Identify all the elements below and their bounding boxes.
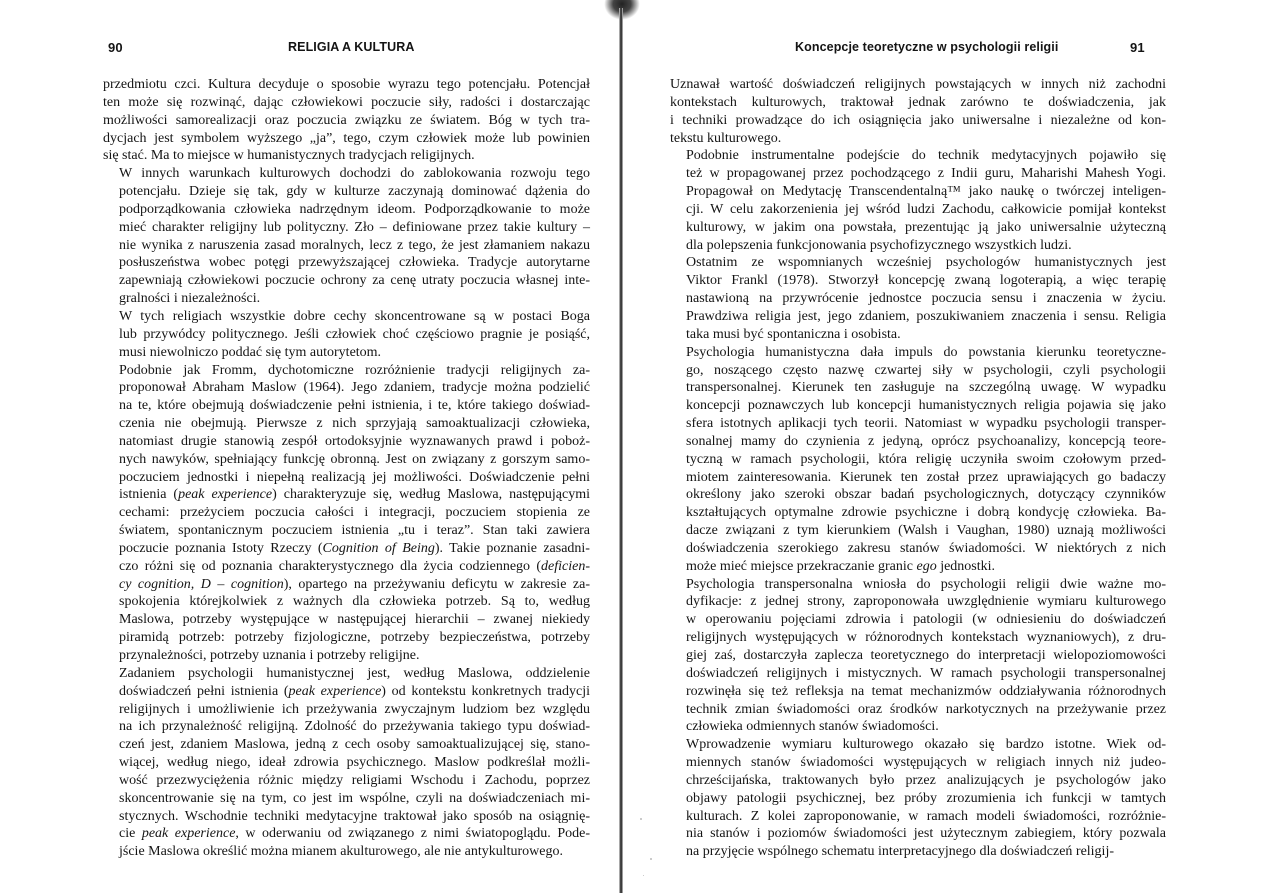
paragraph xyxy=(670,147,1166,254)
text-line: dla polepszenia funkcjonowania psychofizycznego wszystkich ludzi. xyxy=(686,237,1072,253)
text-line: Propagował on Medytację Transcendentalną™ jako naukę o twórczej inteligen- xyxy=(686,184,1166,200)
text-line: dycjach jest symbolem wyższego „ja”, tego, czym człowiek może lub powinien xyxy=(103,130,590,146)
text-line: dacze związani z tym kierunkiem (Walsh i Vaughan, 1980) uznają możliwości xyxy=(686,523,1166,539)
text-line: Uznawał wartość doświadczeń religijnych powstających w innych niż zachodni xyxy=(670,77,1166,92)
text-line: natomiast drugie stanowią zespół ortodoksyjnie wyznawanych prawd i poboż- xyxy=(119,433,590,449)
text-line: Podobnie instrumentalne podejście do technik medytacyjnych pojawiło się xyxy=(686,148,1166,164)
text-line: przynależności, potrzeby uznania i potrzeby religijne. xyxy=(119,648,420,663)
paragraph xyxy=(103,362,590,665)
text-line: nia stanów i poziomów świadomości jest użytecznym zabiegiem, który pozwala xyxy=(686,826,1166,842)
left-page xyxy=(0,0,612,893)
text-line: mieć charakter religijny lub polityczny. Zło – definiowane przez takie kultury – xyxy=(119,219,590,235)
text-line: Prawdziwa religia jest, jego zdaniem, poszukiwaniem znaczenia i sensu. Religia xyxy=(686,308,1166,324)
text-line: Ostatnim ze wspomnianych wcześniej psychologów humanistycznych jest xyxy=(686,255,1166,271)
text-line: i techniki prowadzące do ich osiągnięcia jako uniwersalne i niezależne od kon- xyxy=(670,112,1166,128)
text-line: objawy patologii psychicznej, bez próby zrozumienia ich funkcji w tamtych xyxy=(686,790,1166,806)
text-line: poczuciem jednostki i niepełną realizacją jej możliwości. Doświadczenie pełni xyxy=(119,469,590,485)
paragraph xyxy=(670,736,1166,861)
text-line: giej zaś, dostarczyła zaplecza teoretycznego do interpretacji wielopoziomowości xyxy=(686,648,1166,663)
text-line: religijnych występujących w różnorodnych kontekstach wyznaniowych), z dru- xyxy=(686,630,1166,646)
text-line: w operowaniu pojęciami zdrowia i patologii (w odniesieniu do doświadczeń xyxy=(686,612,1166,628)
text-line: doświadczenia szerokiego zakresu stanów świadomości. W niektórych z nich xyxy=(686,540,1166,556)
text-line: musi niewolniczo poddać się tym autorytetom. xyxy=(119,344,382,360)
text-line: religijnych i umożliwienie ich przeżywania zwyczajnym ludziom bez względu xyxy=(119,701,590,717)
text-line: go, noszącego często nazwę czwartej siły w psychologii, czyli psychologii xyxy=(686,362,1166,378)
text-line: też w propagowanej przez pochodzącego z Indii guru, Maharishi Mahesh Yogi. xyxy=(686,166,1166,182)
text-line: kontekstach kulturowych, traktował jednak zarówno te doświadczenia, jak xyxy=(670,94,1166,110)
paragraph xyxy=(103,165,590,308)
text-line: Wprowadzenie wymiaru kulturowego okazało się bardzo istotne. Wiek od- xyxy=(686,737,1166,753)
text-line: wość przezwyciężenia różnic między religiami Wschodu i Zachodu, poprzez xyxy=(119,772,590,788)
page-number: 90 xyxy=(108,40,123,55)
text-line: stycznych. Wschodnie techniki medytacyjne traktował jako sposób na osiągnię- xyxy=(119,808,590,824)
text-line: koncepcji poznawczych lub koncepcji humanistycznych religia pojawia się jako xyxy=(686,398,1166,414)
page-body xyxy=(103,76,590,861)
text-line: ten może się rozwinąć, dając człowiekowi poczucie siły, radości i dostarczając xyxy=(103,94,590,110)
text-line: sfera istotnych aplikacji tych teorii. Natomiast w wypadku psychologii transper- xyxy=(686,416,1166,432)
text-line: istnienia (peak experience) charakteryzuje się, według Maslowa, następującymi xyxy=(119,487,590,503)
paragraph xyxy=(670,254,1166,343)
text-line: rozwinęła się też refleksja na temat mechanizmów oddziaływania różnorodnych xyxy=(686,683,1166,699)
text-line: kulturowy, w jakim ona powstała, prezentując ją jako uniwersalnie użyteczną xyxy=(686,219,1166,235)
text-line: Zadaniem psychologii humanistycznej jest, według Maslowa, oddzielenie xyxy=(119,665,590,681)
text-line: spokojenia którejkolwiek z ważnych dla człowieka potrzeb. Są to, według xyxy=(119,594,590,610)
paragraph xyxy=(103,76,590,165)
text-line: Podobnie jak Fromm, dychotomiczne rozróżnienie tradycji religijnych za- xyxy=(119,362,590,378)
text-line: czenia nie obejmują. Pierwsze z nich sprzyjają samoaktualizacji człowieka, xyxy=(119,416,590,432)
text-line: W tych religiach wszystkie dobre cechy skoncentrowane są w postaci Boga xyxy=(119,308,590,324)
text-line: skoncentrowanie się na tym, co jest im wspólne, czyli na doświadczeniach mi- xyxy=(119,790,590,806)
text-line: tyczną w ramach psychologii, która religię uczyniła swoim czołowym przed- xyxy=(686,451,1166,467)
text-line: doświadczeń pełni istnienia (peak experience) od kontekstu konkretnych tradycji xyxy=(119,683,590,699)
paragraph xyxy=(670,576,1166,737)
text-line: dyfikacje: z jednej strony, zaproponowała uwzględnienie wymiaru kulturowego xyxy=(686,594,1166,610)
text-line: kształtujących optymalne zdrowie psychiczne i dobrą kondycję człowieka. Ba- xyxy=(686,505,1166,521)
running-head-title: Koncepcje teoretyczne w psychologii religii xyxy=(795,40,1059,54)
text-line: potencjału. Dzieje się tak, gdy w kulturze zaczynają dominować dążenia do xyxy=(119,184,590,200)
text-line: na ich przynależność religijną. Zdolność do przeżywania takiego typu doświad- xyxy=(119,719,590,735)
text-line: doświadczeń religijnych i mistycznych. W ramach psychologii transpersonalnej xyxy=(686,665,1166,681)
text-line: W innych warunkach kulturowych dochodzi do zablokowania rozwoju tego xyxy=(119,166,590,182)
text-line: transpersonalnej. Kierunek ten zasługuje na szczególną uwagę. W wypadku xyxy=(686,380,1166,396)
text-line: nie wynika z naruszenia zasad moralnych, lecz z tego, że jest złamaniem nakazu xyxy=(119,237,590,253)
text-line: czeń jest, zdaniem Maslowa, jedną z cech osoby samoaktualizującej się, stano- xyxy=(119,737,590,753)
text-line: przedmiotu czci. Kultura decyduje o sposobie wyrazu tego potencjału. Potencjał xyxy=(103,77,590,92)
text-line: możliwości samorealizacji oraz poczucia związku ze światem. Bóg w tych tra- xyxy=(103,112,590,128)
right-page xyxy=(628,0,1263,893)
text-line: miennych stanów świadomości występujących w religiach innych niż judeo- xyxy=(686,755,1166,771)
text-line: cechami: przeżyciem poczucia całości i integracji, poczuciem stopienia ze xyxy=(119,505,590,521)
text-line: Psychologia humanistyczna dała impuls do powstania kierunku teoretyczne- xyxy=(686,344,1166,360)
text-line: na przyjęcie wspólnego schematu interpretacyjnego dla doświadczeń religij- xyxy=(686,844,1114,860)
paragraph xyxy=(670,344,1166,576)
paragraph xyxy=(103,308,590,362)
text-line: piramidą potrzeb: potrzeby fizjologiczne, potrzeby bezpieczeństwa, potrzeby xyxy=(119,630,590,646)
text-line: nych nawyków, spełniający funkcję obronną. Jest on związany z gorszym samo- xyxy=(119,451,590,467)
paragraph xyxy=(103,665,590,861)
text-line: może mieć miejsce przekraczanie granic ego jednostki. xyxy=(686,558,996,574)
text-line: cji. W celu zakorzenienia jej wśród ludzi Zachodu, całkowicie pomijał kontekst xyxy=(686,201,1166,217)
text-line: sonalnej mamy do czynienia z jedyną, oprócz psychoanalizy, koncepcją teore- xyxy=(686,433,1166,449)
text-line: poczucie poznania Istoty Rzeczy (Cognition of Being). Takie poznanie zasadni- xyxy=(119,540,590,556)
text-line: jście Maslowa określić można mianem akulturowego, ale nie antykulturowego. xyxy=(119,844,563,860)
text-line: czo różni się od poznania charakterystycznego dla życia codziennego (deficien- xyxy=(119,558,590,574)
text-line: technik zmian świadomości oraz środków narkotycznych na przeżywanie przez xyxy=(686,701,1166,717)
book-gutter xyxy=(619,8,623,893)
text-line: nastawioną na przywrócenie jednostce poczucia sensu i znaczenia w życiu. xyxy=(686,291,1166,307)
text-line: tekstu kulturowego. xyxy=(670,130,782,146)
text-line: Viktor Frankl (1978). Stworzył koncepcję zwaną logoterapią, a więc terapię xyxy=(686,273,1166,289)
text-line: zapewniają człowiekowi poczucie ochrony za cenę utraty poczucia własnej inte- xyxy=(119,273,590,289)
text-line: wiącej, według niego, ideał zdrowia psychicznego. Maslow podkreślał możli- xyxy=(119,755,590,771)
text-line: proponował Abraham Maslow (1964). Jego zdaniem, tradycje można podzielić xyxy=(119,380,590,396)
page-body xyxy=(670,76,1166,861)
text-line: określony jako szeroki obszar badań psychologicznych, dotyczący czynników xyxy=(686,487,1166,503)
text-line: Psychologia transpersonalna wniosła do psychologii religii dwie ważne mo- xyxy=(686,576,1166,592)
text-line: miotem zainteresowania. Kierunek ten został przez uprawiających go badaczy xyxy=(686,469,1166,485)
text-line: lub przywódcy politycznego. Jeśli człowiek choć częściowo pragnie je posiąść, xyxy=(119,326,590,342)
text-line: człowieka odmiennych stanów świadomości. xyxy=(686,719,939,735)
text-line: taka musi być spontaniczna i osobista. xyxy=(686,326,901,342)
running-head-title: RELIGIA A KULTURA xyxy=(288,40,415,54)
text-line: światem, spontanicznym poczuciem istnienia „tu i teraz”. Stan taki zawiera xyxy=(119,523,590,539)
paragraph xyxy=(670,76,1166,147)
text-line: cie peak experience, w oderwaniu od związanego z nimi światopoglądu. Pode- xyxy=(119,826,590,842)
page-number: 91 xyxy=(1130,40,1145,55)
text-line: się stać. Ma to miejsce w humanistycznych tradycjach religijnych. xyxy=(103,148,475,164)
text-line: gralności i niezależności. xyxy=(119,291,261,307)
text-line: na te, które obejmują doświadczenie pełni istnienia, i te, które takiego doświad- xyxy=(119,398,590,414)
text-line: Maslowa, potrzeby występujące w następującej hierarchii – zwanej niekiedy xyxy=(119,612,590,628)
text-line: cy cognition, D – cognition), opartego na przeżywaniu deficytu w zakresie za- xyxy=(119,576,590,592)
text-line: posłuszeństwa wobec potęgi przewyższającej człowieka. Tradycje autorytarne xyxy=(119,255,590,271)
text-line: podporządkowania człowieka nadrzędnym ideom. Podporządkowanie to może xyxy=(119,201,590,217)
text-line: chrześcijańska, traktowanych było przez analizujących je psychologów jako xyxy=(686,772,1166,788)
text-line: kulturach. Z kolei zaproponowanie, w ramach modeli świadomości, rozróżnie- xyxy=(686,808,1166,824)
